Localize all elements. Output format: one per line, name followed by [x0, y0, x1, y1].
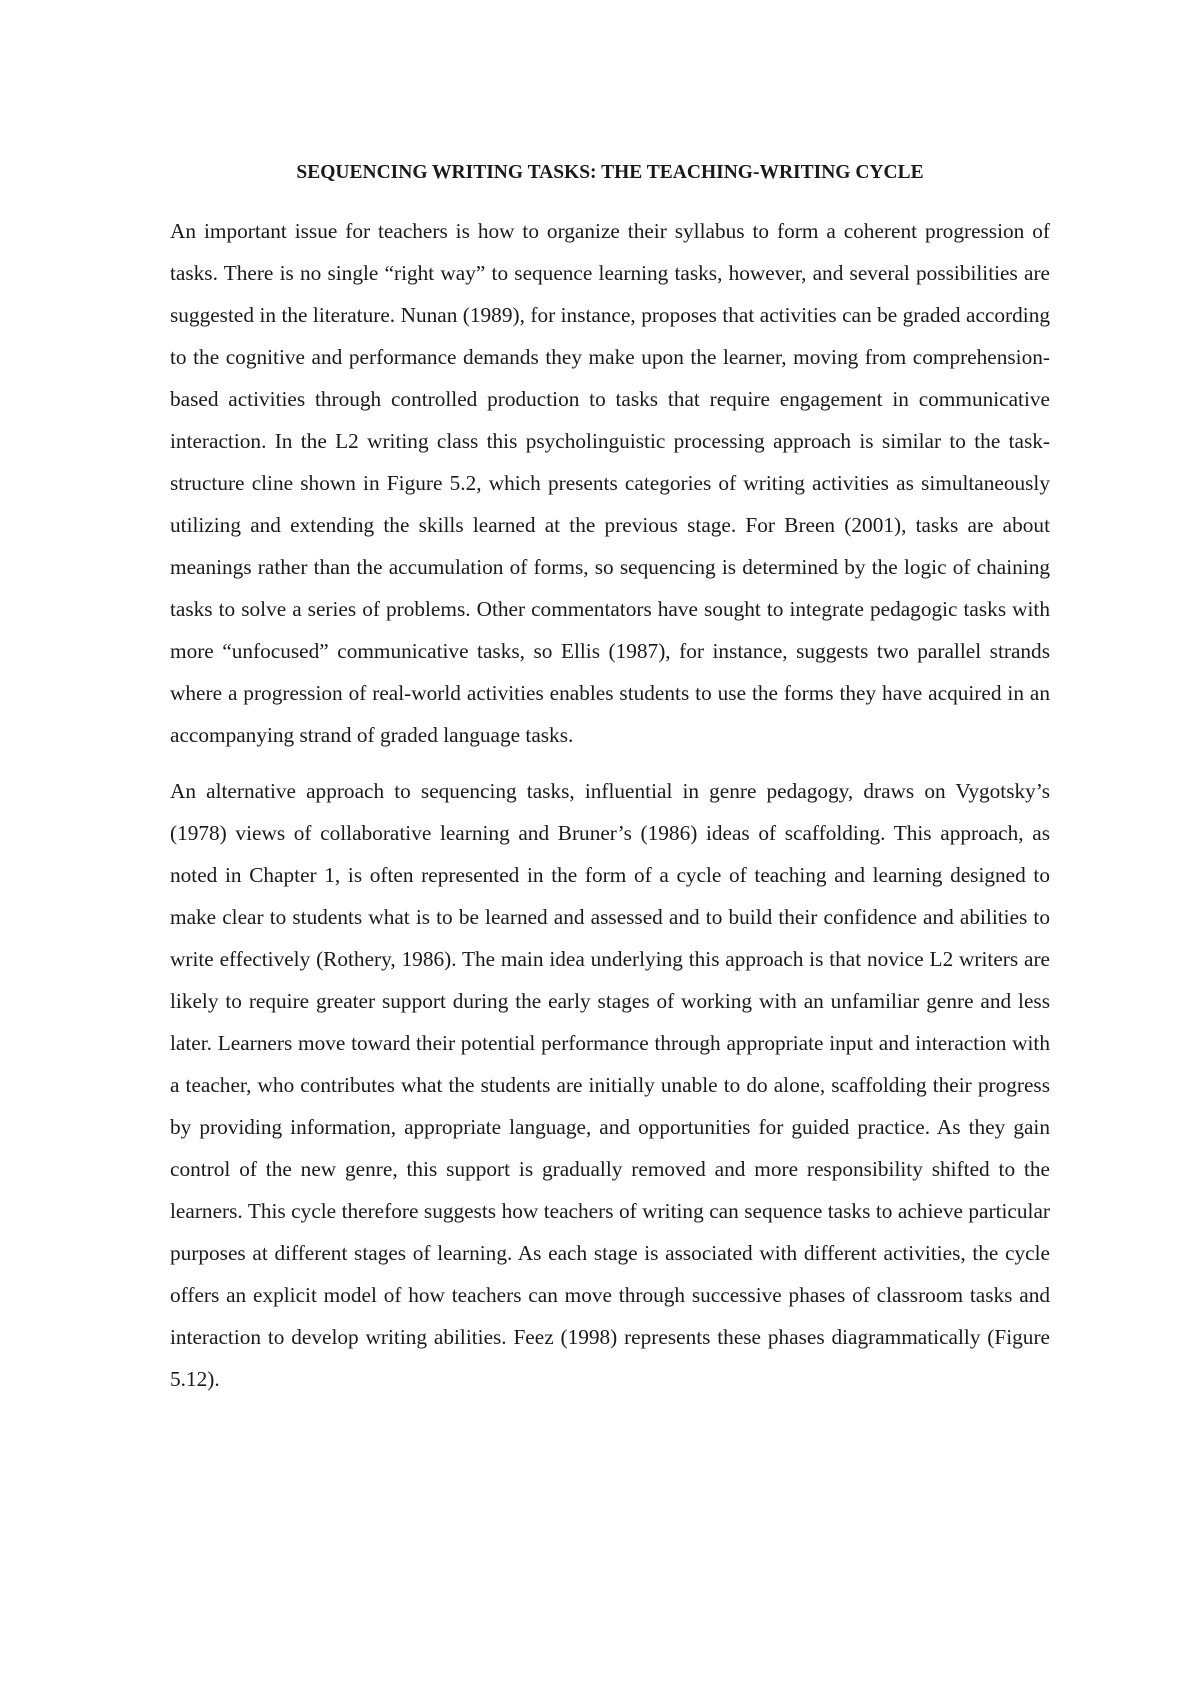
paragraph-2: An alternative approach to sequencing tasks, influential in genre pedagogy, draws on Vygotsky’s (1978) views of collaborative learning and Bruner’s (1986) ideas of scaffolding. This approach, as noted in Chapter 1, is often represented in the form of a cycle of teaching and learning designed to make clear to students what is to be learned and assessed and to build their confidence and abilities to write effectively (Rothery, 1986). The main idea underlying this approach is that novice L2 writers are likely to require greater support during the early stages of working with an unfamiliar genre and less later. Learners move toward their potential performance through appropriate input and interaction with a teacher, who contributes what the students are initially unable to do alone, scaffolding their progress by providing information, appropriate language, and opportunities for guided practice. As they gain control of the new genre, this support is gradually removed and more responsibility shifted to the learners. This cycle therefore suggests how teachers of writing can sequence tasks to achieve particular purposes at different stages of learning. As each stage is associated with different activities, the cycle offers an explicit model of how teachers can move through successive phases of classroom tasks and interaction to develop writing abilities. Feez (1998) represents these phases diagrammatically (Figure 5.12).: [170, 779, 1050, 1391]
paragraph-1: An important issue for teachers is how to organize their syllabus to form a coherent progression of tasks. There is no single “right way” to sequence learning tasks, however, and several possibilities are suggested in the literature. Nunan (1989), for instance, proposes that activities can be graded according to the cognitive and performance demands they make upon the learner, moving from comprehension-based activities through controlled production to tasks that require engagement in communicative interaction. In the L2 writing class this psycholinguistic processing approach is similar to the task-structure cline shown in Figure 5.2, which presents categories of writing activities as simultaneously utilizing and extending the skills learned at the previous stage. For Breen (2001), tasks are about meanings rather than the accumulation of forms, so sequencing is determined by the logic of chaining tasks to solve a series of problems. Other commentators have sought to integrate pedagogic tasks with more “unfocused” communicative tasks, so Ellis (1987), for instance, suggests two parallel strands where a progression of real-world activities enables students to use the forms they have acquired in an accompanying strand of graded language tasks.: [170, 219, 1050, 747]
document-title: SEQUENCING WRITING TASKS: THE TEACHING-WRITING CYCLE: [296, 162, 924, 183]
document-page: [170, 158, 1050, 1400]
